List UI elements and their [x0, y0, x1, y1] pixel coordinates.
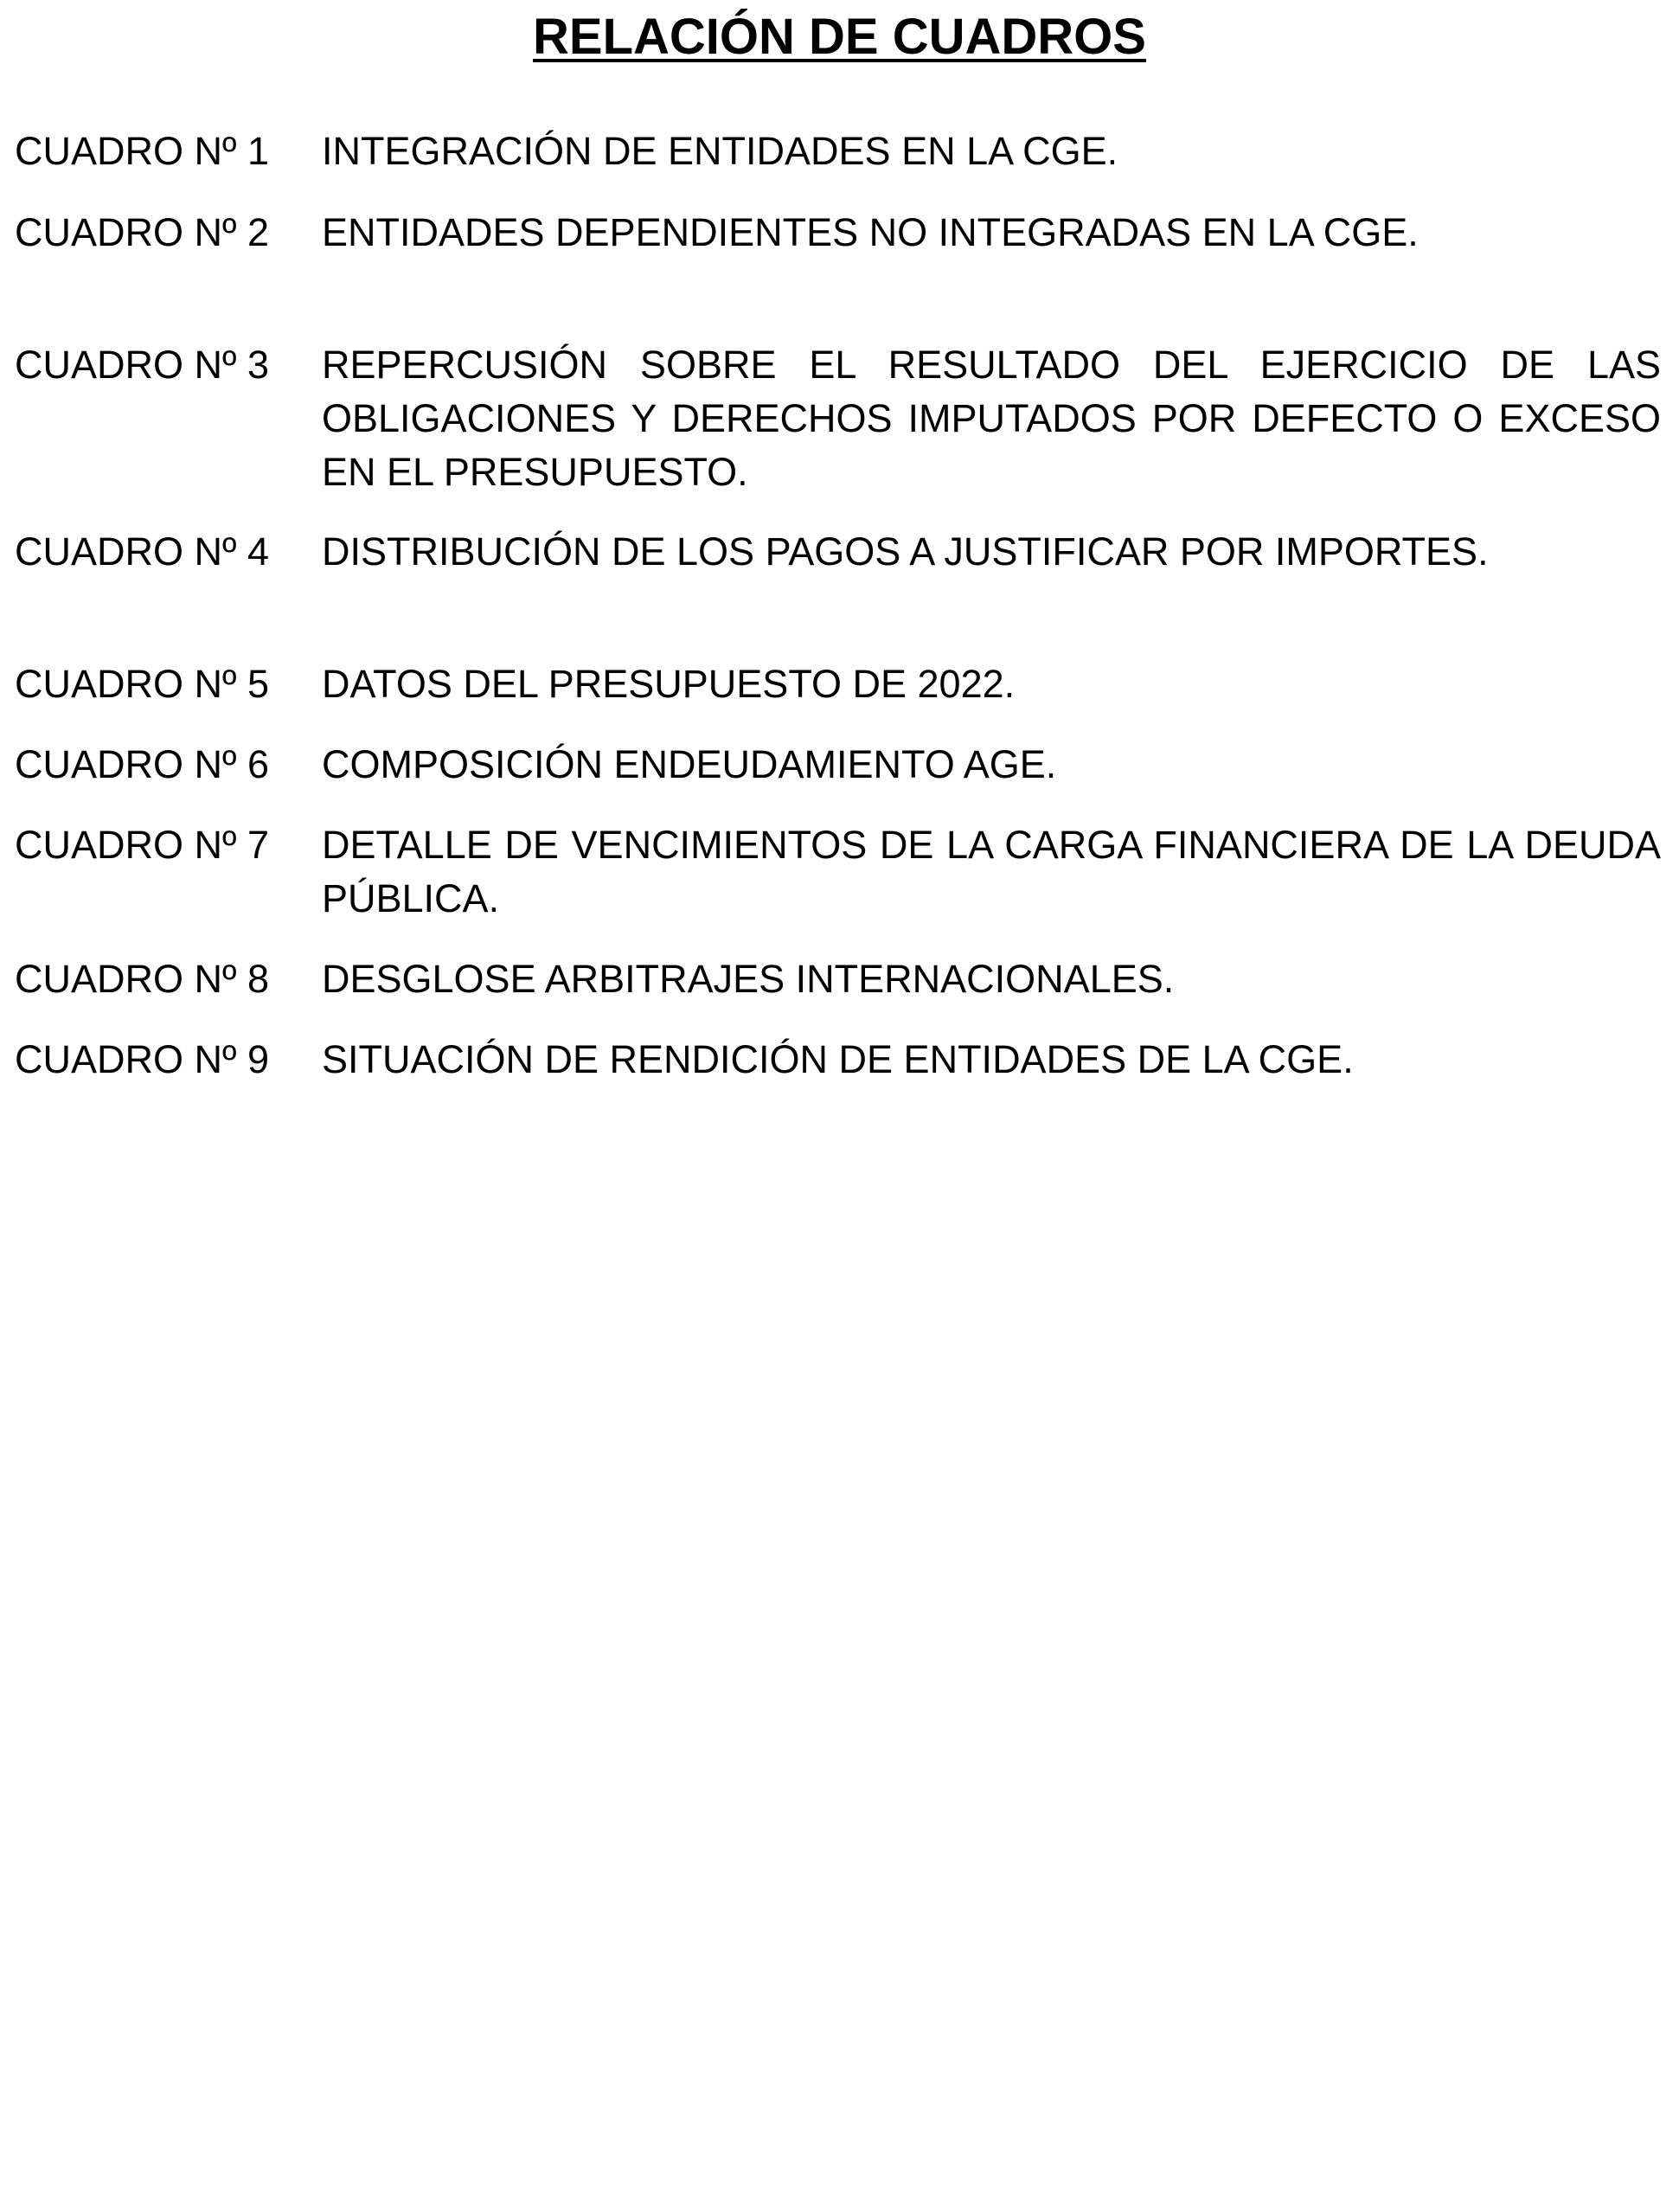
page-title-text: RELACIÓN DE CUADROS — [533, 9, 1146, 65]
cuadro-label: CUADRO Nº 7 — [15, 823, 269, 867]
cuadro-label: CUADRO Nº 8 — [15, 957, 269, 1001]
cuadro-label: CUADRO Nº 2 — [15, 210, 269, 254]
cuadro-description: COMPOSICIÓN ENDEUDAMIENTO AGE. — [322, 742, 1057, 786]
cuadro-description: DESGLOSE ARBITRAJES INTERNACIONALES. — [322, 957, 1175, 1001]
cuadro-label: CUADRO Nº 5 — [15, 662, 269, 706]
cuadro-description: DISTRIBUCIÓN DE LOS PAGOS A JUSTIFICAR POR IMPORTES. — [322, 529, 1489, 574]
cuadro-label: CUADRO Nº 4 — [15, 529, 269, 574]
cuadro-description: ENTIDADES DEPENDIENTES NO INTEGRADAS EN LA CGE. — [322, 210, 1419, 254]
cuadro-label: CUADRO Nº 6 — [15, 742, 269, 786]
cuadro-description: DETALLE DE VENCIMIENTOS DE LA CARGA FINANCIERA DE LA DEUDA PÚBLICA. — [322, 823, 1661, 920]
cuadro-description: DATOS DEL PRESUPUESTO DE 2022. — [322, 662, 1016, 706]
cuadro-description: SITUACIÓN DE RENDICIÓN DE ENTIDADES DE LA CGE. — [322, 1037, 1354, 1081]
cuadro-description: INTEGRACIÓN DE ENTIDADES EN LA CGE. — [322, 129, 1118, 173]
cuadro-label: CUADRO Nº 3 — [15, 343, 269, 387]
cuadro-label: CUADRO Nº 9 — [15, 1037, 269, 1081]
cuadro-label: CUADRO Nº 1 — [15, 129, 269, 173]
page-title — [0, 7, 1679, 67]
cuadro-description: REPERCUSIÓN SOBRE EL RESULTADO DEL EJERCICIO DE LAS OBLIGACIONES Y DERECHOS IMPUTADOS POR DEFECTO O EXCESO EN EL PRESUPUESTO. — [322, 343, 1661, 494]
